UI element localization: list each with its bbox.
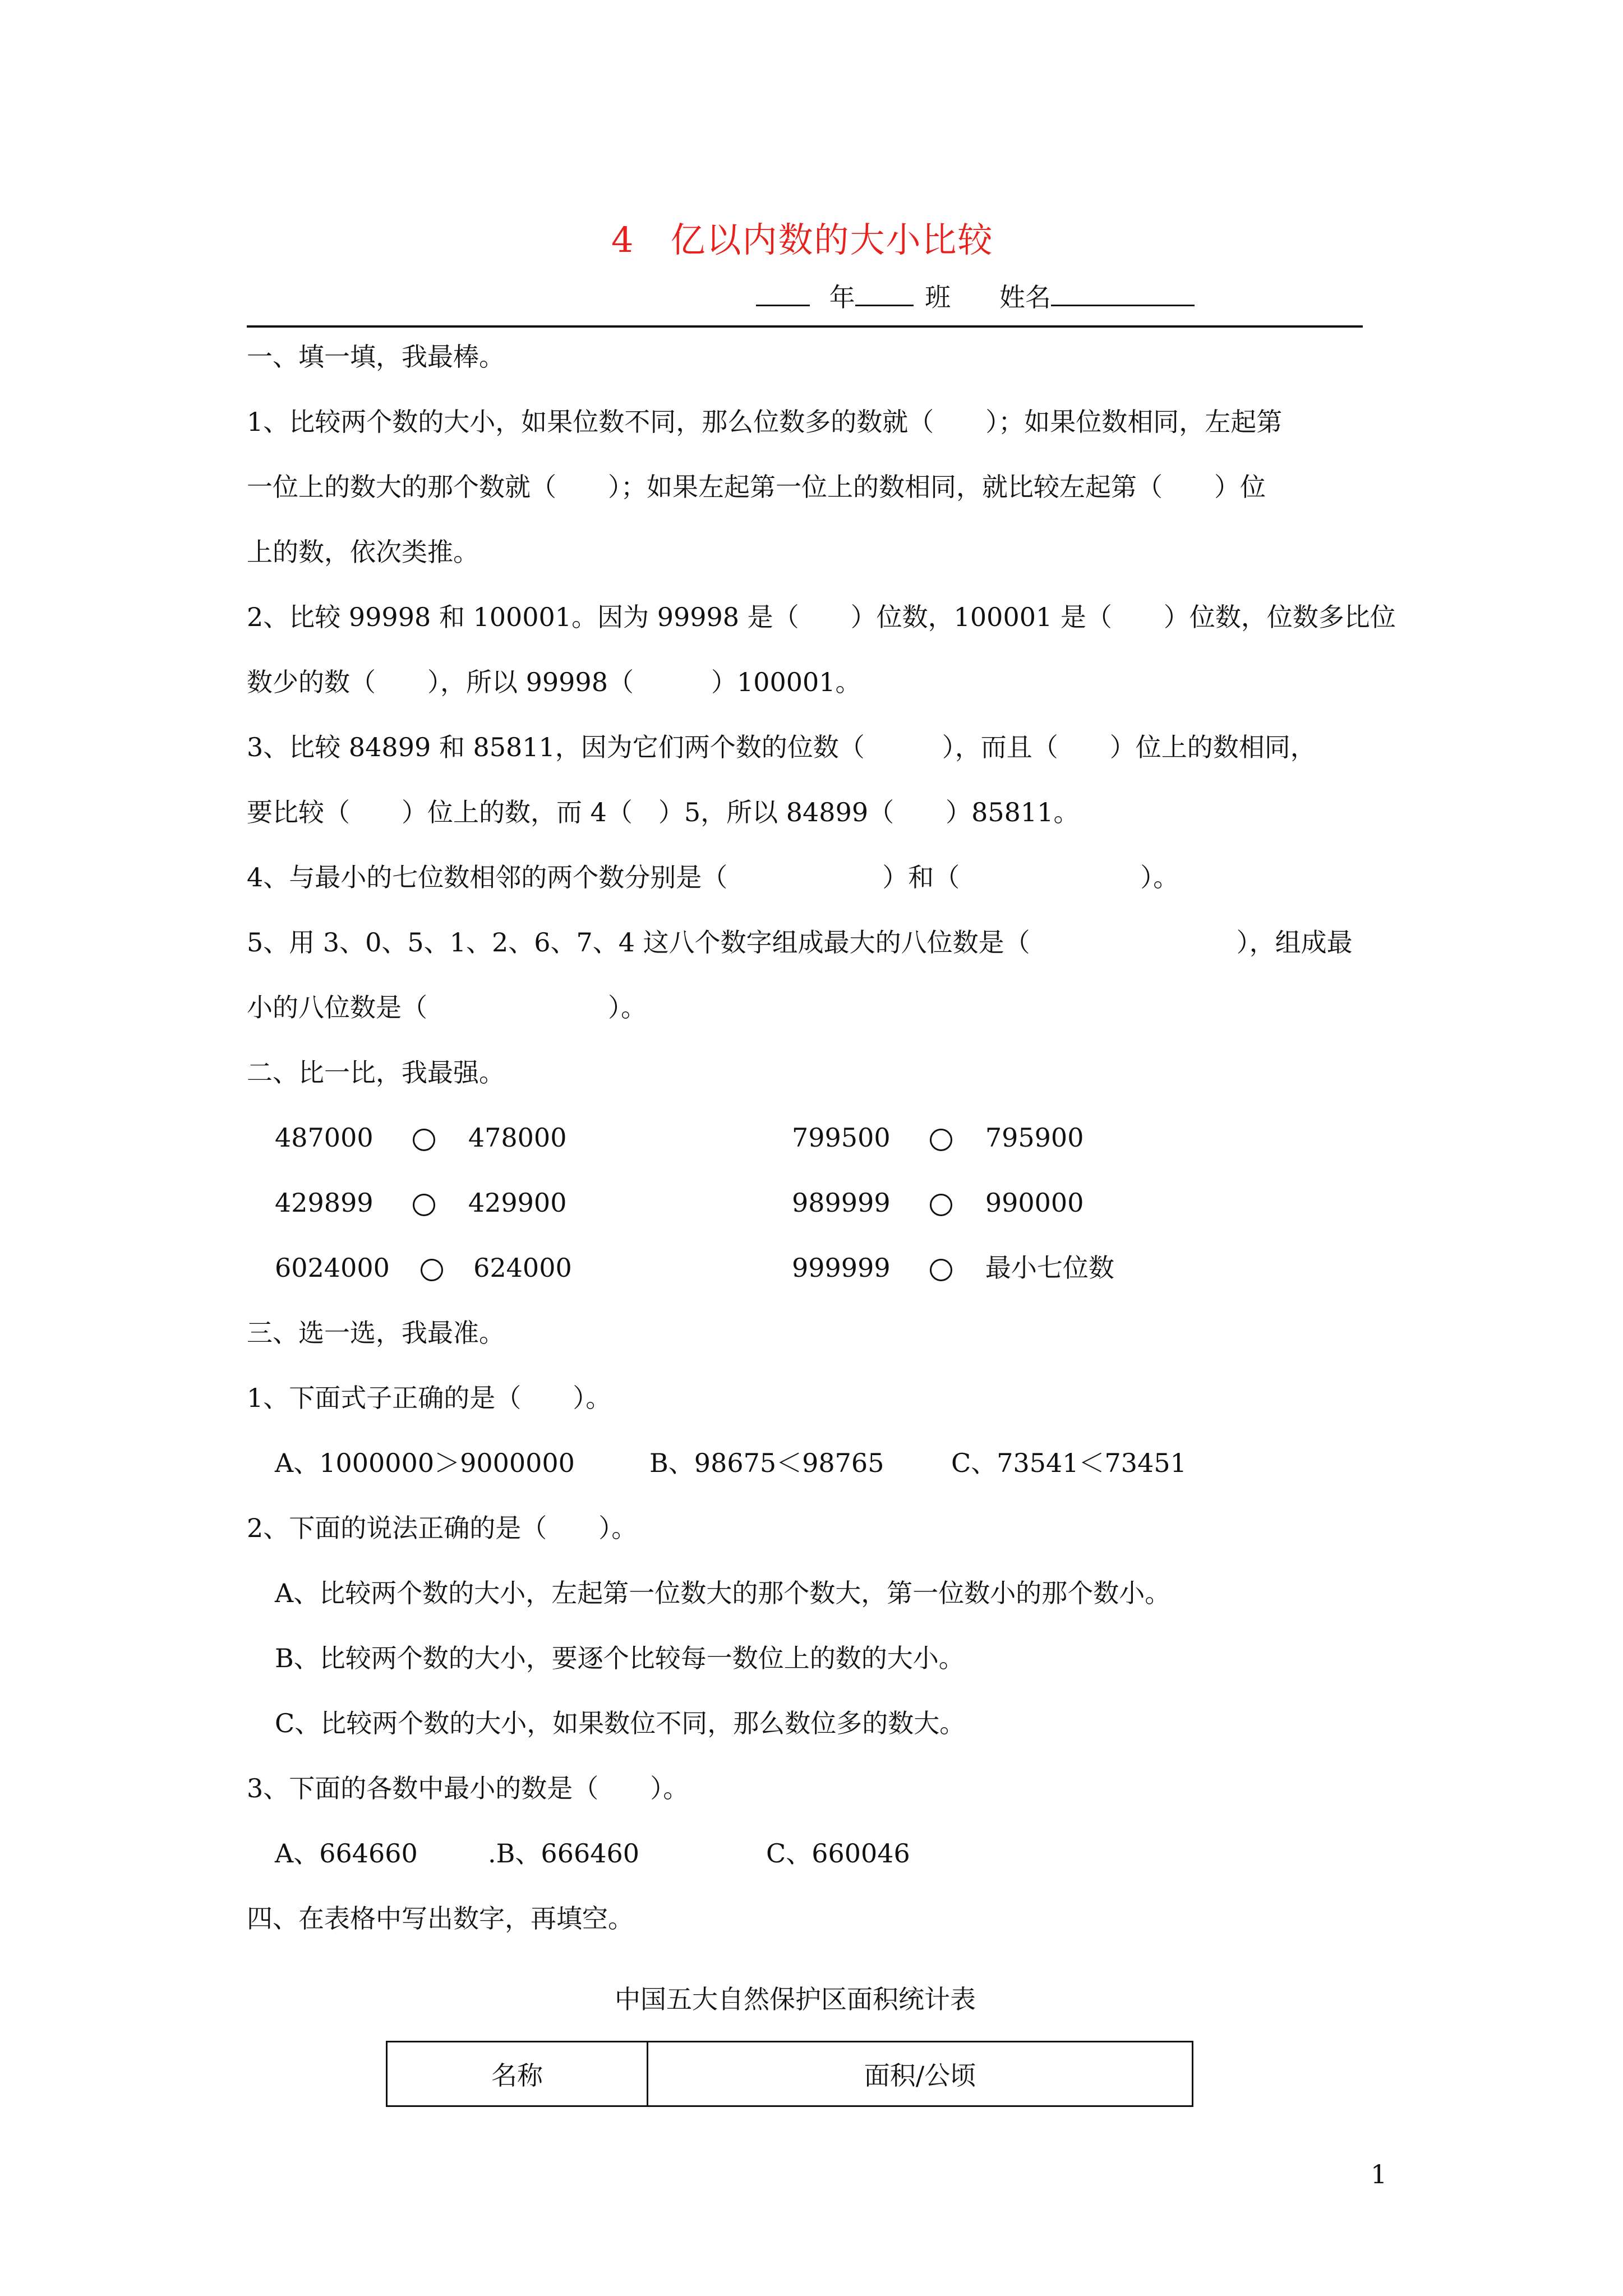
- student-info-line: [756, 277, 1195, 314]
- compare-value: 989999: [792, 1188, 891, 1218]
- s3-q3: 3、下面的各数中最小的数是（ ）。: [247, 1773, 689, 1803]
- compare-circle-blank[interactable]: [413, 1129, 435, 1151]
- compare-value: 6024000: [275, 1253, 390, 1283]
- compare-value: 478000: [468, 1122, 567, 1153]
- q1-line1: 1、比较两个数的大小，如果位数不同，那么位数多的数就（ ）；如果位数相同，左起第: [247, 407, 1283, 437]
- s3-q2: 2、下面的说法正确的是（ ）。: [247, 1513, 638, 1543]
- compare-row-3-left: [275, 1251, 572, 1285]
- s3-q2-option-c[interactable]: C、比较两个数的大小，如果数位不同，那么数位多的数大。: [275, 1708, 966, 1738]
- class-blank[interactable]: [855, 279, 914, 306]
- compare-value: 799500: [792, 1122, 891, 1153]
- compare-value: 429899: [275, 1188, 374, 1218]
- table-title: 中国五大自然保护区面积统计表: [615, 1984, 976, 2014]
- col-header-area: 面积/公顷: [648, 2042, 1193, 2106]
- compare-row-1-right: [792, 1121, 1083, 1154]
- compare-row-3-right: [792, 1251, 1114, 1285]
- section4-heading: 四、在表格中写出数字，再填空。: [247, 1903, 634, 1934]
- compare-value: 429900: [468, 1188, 567, 1218]
- page-number: 1: [1371, 2159, 1387, 2189]
- class-label: 班: [925, 282, 951, 312]
- q3-line2: 要比较（ ）位上的数，而 4（ ）5，所以 84899（ ）85811。: [247, 797, 1080, 827]
- compare-circle-blank[interactable]: [930, 1259, 952, 1281]
- compare-value: 最小七位数: [985, 1253, 1114, 1283]
- col-header-name: 名称: [387, 2042, 648, 2106]
- table-header-row: [387, 2042, 1193, 2106]
- year-blank[interactable]: [756, 279, 810, 306]
- compare-row-2-right: [792, 1186, 1083, 1220]
- s3-q2-option-b[interactable]: B、比较两个数的大小，要逐个比较每一数位上的数的大小。: [275, 1643, 965, 1673]
- s3-q1-option-a[interactable]: A、1000000＞9000000: [275, 1448, 575, 1478]
- compare-circle-blank[interactable]: [930, 1194, 952, 1216]
- s3-q3-option-a[interactable]: A、664660: [275, 1838, 418, 1869]
- q4-line: 4、与最小的七位数相邻的两个数分别是（ ）和（ ）。: [247, 862, 1179, 892]
- compare-circle-blank[interactable]: [413, 1194, 435, 1216]
- compare-value: 624000: [473, 1253, 572, 1283]
- q5-line2: 小的八位数是（ ）。: [247, 992, 647, 1023]
- compare-value: 795900: [985, 1122, 1084, 1153]
- section1-heading: 一、填一填，我最棒。: [247, 342, 505, 372]
- year-label: 年: [829, 282, 855, 312]
- s3-q3-option-b[interactable]: .B、666460: [488, 1838, 640, 1869]
- header-rule: [247, 325, 1363, 328]
- compare-value: 487000: [275, 1122, 374, 1153]
- section3-heading: 三、选一选，我最准。: [247, 1318, 505, 1348]
- q2-line1: 2、比较 99998 和 100001。因为 99998 是（ ）位数，100001 是（ ）位数，位数多比位: [247, 602, 1396, 632]
- q3-line1: 3、比较 84899 和 85811，因为它们两个数的位数（ ），而且（ ）位上的数相同，: [247, 732, 1316, 762]
- compare-row-2-left: [275, 1186, 566, 1220]
- q2-line2: 数少的数（ ），所以 99998（ ）100001。: [247, 667, 861, 697]
- compare-value: 999999: [792, 1253, 891, 1283]
- compare-value: 990000: [985, 1188, 1084, 1218]
- q1-line3: 上的数，依次类推。: [247, 537, 479, 567]
- q1-line2: 一位上的数大的那个数就（ ）；如果左起第一位上的数相同，就比较左起第（ ）位: [247, 472, 1266, 502]
- reserve-area-table: [386, 2041, 1193, 2107]
- page-title: 4 亿以内数的大小比较: [611, 219, 994, 260]
- s3-q3-option-c[interactable]: C、660046: [766, 1838, 910, 1869]
- compare-circle-blank[interactable]: [930, 1129, 952, 1151]
- s3-q1-option-b[interactable]: B、98675＜98765: [649, 1448, 884, 1478]
- s3-q1-option-c[interactable]: C、73541＜73451: [951, 1448, 1187, 1478]
- s3-q2-option-a[interactable]: A、比较两个数的大小，左起第一位数大的那个数大，第一位数小的那个数小。: [275, 1578, 1171, 1608]
- section2-heading: 二、比一比，我最强。: [247, 1057, 505, 1088]
- compare-row-1-left: [275, 1121, 566, 1154]
- s3-q1: 1、下面式子正确的是（ ）。: [247, 1383, 612, 1413]
- name-label: 姓名: [999, 282, 1051, 312]
- compare-circle-blank[interactable]: [421, 1259, 443, 1281]
- q5-line1: 5、用 3、0、5、1、2、6、7、4 这八个数字组成最大的八位数是（ ），组成最: [247, 927, 1353, 958]
- name-blank[interactable]: [1051, 279, 1195, 306]
